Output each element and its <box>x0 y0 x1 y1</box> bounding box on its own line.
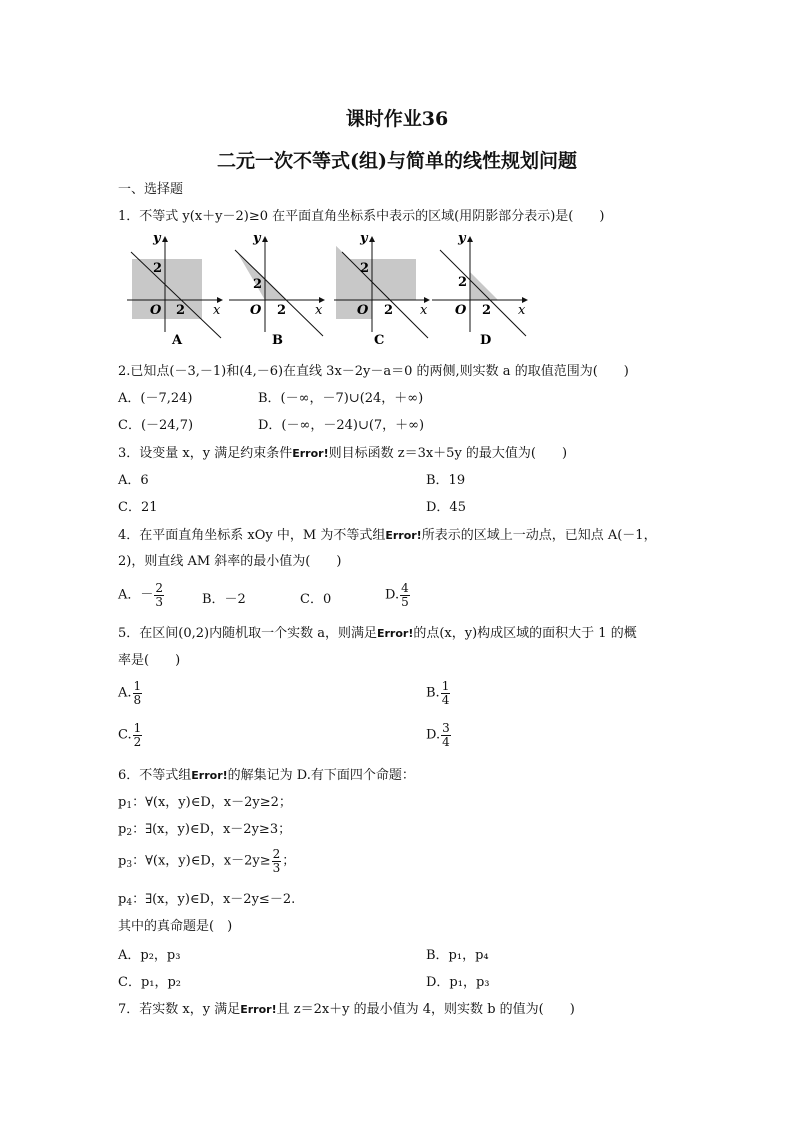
shaded-region <box>470 272 498 300</box>
y-tick-label: 2 <box>360 261 370 276</box>
question-5-stem-pre: 5．在区间(0,2)内随机取一个实数 a，则满足 <box>118 626 377 641</box>
proposition-p4: $p_4$：∃(x，y)∈D，x－2y≤－2. <box>118 892 296 908</box>
question-3-stem <box>118 446 567 462</box>
proposition-p1: $p_1$：∀(x，y)∈D，x－2y≥2； <box>118 795 292 811</box>
fraction: $\frac{2}{3}$ <box>155 581 164 609</box>
y-tick-label: 2 <box>458 275 468 290</box>
question-2-option-b: B．(－∞，－7)∪(24，＋∞) <box>258 391 424 406</box>
question-7-stem <box>118 1002 575 1018</box>
x-tick-label: 2 <box>482 303 492 318</box>
question-2-option-c: C．(－24,7) <box>118 418 194 433</box>
fraction: $\frac{1}{8}$ <box>133 679 142 707</box>
question-7-stem-post: 且 z＝2x＋y 的最小值为 4，则实数 b 的值为( ) <box>276 1002 575 1017</box>
question-4-stem <box>118 528 657 544</box>
question-5-stem-post: 的点(x，y)构成区域的面积大于 1 的概 <box>413 626 637 641</box>
question-4-stem-post: 所表示的区域上一动点，已知点 A(－1， <box>421 528 657 543</box>
question-4-option-a: A．－ $\frac{2}{3}$ <box>118 581 164 609</box>
boundary-line <box>440 250 526 336</box>
fraction: $\frac{1}{2}$ <box>133 721 142 749</box>
y-axis-label: y <box>360 231 368 246</box>
error-placeholder: Error! <box>292 447 329 460</box>
question-4-option-c: C．0 <box>300 592 332 607</box>
question-2-option-d: D．(－∞，－24)∪(7，＋∞) <box>258 418 425 433</box>
question-2-stem: 2.已知点(－3,－1)和(4,－6)在直线 3x－2y－a＝0 的两侧,则实数 a 的取值范围为( ) <box>118 364 629 379</box>
question-6-option-a: A．p₂，p₃ <box>118 948 181 963</box>
graph-d <box>430 232 530 348</box>
graph-option-label: B <box>272 333 283 348</box>
question-3-stem-pre: 3．设变量 x，y 满足约束条件 <box>118 446 293 461</box>
y-tick-label: 2 <box>153 261 163 276</box>
proposition-p3: $p_3$：∀(x，y)∈D，x－2y≥ $\frac{2}{3}$ ； <box>118 847 296 875</box>
question-4-option-d: D. $\frac{4}{5}$ <box>385 581 409 609</box>
fraction: $\frac{3}{4}$ <box>442 721 450 749</box>
question-5-option-a: A. $\frac{1}{8}$ <box>118 679 142 707</box>
y-axis-arrow-icon <box>467 236 473 242</box>
y-axis-arrow-icon <box>262 236 268 242</box>
origin-label: O <box>150 303 162 318</box>
proposition-p2: $p_2$：∃(x，y)∈D，x－2y≥3； <box>118 822 292 838</box>
graph-option-label: D <box>480 333 492 348</box>
question-4-option-b: B．－2 <box>202 592 246 607</box>
error-placeholder: Error! <box>240 1003 277 1016</box>
question-6-stem-pre: 6．不等式组 <box>118 768 192 783</box>
graph-option-label: C <box>374 333 385 348</box>
question-7-stem-pre: 7．若实数 x，y 满足 <box>118 1002 241 1017</box>
page-subtitle: 二元一次不等式(组)与简单的线性规划问题 <box>217 150 577 172</box>
question-3-option-a: A．6 <box>118 473 149 488</box>
question-5-option-c: C. $\frac{1}{2}$ <box>118 721 142 749</box>
question-4-stem-pre: 4．在平面直角坐标系 xOy 中，M 为不等式组 <box>118 528 386 543</box>
question-6-stem <box>118 768 415 784</box>
y-axis-arrow-icon <box>162 236 168 242</box>
question-5-stem-line2: 率是( ) <box>118 653 181 668</box>
y-axis-label: y <box>153 231 161 246</box>
question-5-option-b: B. $\frac{1}{4}$ <box>426 679 450 707</box>
question-3-option-c: C．21 <box>118 500 158 515</box>
graph-c <box>332 232 432 348</box>
error-placeholder: Error! <box>376 627 414 640</box>
x-axis-label: x <box>518 303 526 318</box>
graph-b <box>227 232 327 348</box>
section-heading: 一、选择题 <box>118 182 184 197</box>
question-6-stem-post: 的解集记为 D.有下面四个命题： <box>227 768 415 783</box>
question-3-stem-post: 则目标函数 z＝3x＋5y 的最大值为( ) <box>328 446 568 461</box>
fraction: $\frac{4}{5}$ <box>401 581 409 609</box>
y-axis-arrow-icon <box>369 236 375 242</box>
graph-option-label: A <box>172 333 183 348</box>
fraction: $\frac{2}{3}$ <box>272 847 281 875</box>
question-6-prompt: 其中的真命题是( ) <box>118 919 233 934</box>
question-5-stem <box>118 626 637 642</box>
x-tick-label: 2 <box>277 303 287 318</box>
error-placeholder: Error! <box>385 529 422 542</box>
boundary-line <box>235 250 323 336</box>
page-title: 课时作业36 <box>345 108 449 130</box>
shaded-region-lower <box>265 278 287 300</box>
question-3-option-b: B．19 <box>426 473 466 488</box>
y-axis-label: y <box>458 231 466 246</box>
x-tick-label: 2 <box>384 303 394 318</box>
x-axis-label: x <box>315 303 323 318</box>
question-6-option-d: D．p₁，p₃ <box>426 975 490 990</box>
origin-label: O <box>455 303 467 318</box>
origin-label: O <box>357 303 369 318</box>
graph-a <box>125 232 225 348</box>
question-3-option-d: D．45 <box>426 500 466 515</box>
question-2-option-a: A．(－7,24) <box>118 391 193 406</box>
y-tick-label: 2 <box>253 277 263 292</box>
question-1-stem: 1．不等式 y(x＋y－2)≥0 在平面直角坐标系中表示的区域(用阴影部分表示)是( ) <box>118 209 605 224</box>
y-axis-label: y <box>253 231 261 246</box>
x-tick-label: 2 <box>176 303 186 318</box>
question-6-option-c: C．p₁，p₂ <box>118 975 182 990</box>
question-5-option-d: D. $\frac{3}{4}$ <box>426 721 450 749</box>
question-4-stem-line2: 2)，则直线 AM 斜率的最小值为( ) <box>118 554 342 569</box>
origin-label: O <box>250 303 262 318</box>
x-axis-label: x <box>420 303 428 318</box>
fraction: $\frac{1}{4}$ <box>441 679 450 707</box>
error-placeholder: Error! <box>191 769 228 782</box>
x-axis-label: x <box>213 303 221 318</box>
question-6-option-b: B．p₁，p₄ <box>426 948 489 963</box>
